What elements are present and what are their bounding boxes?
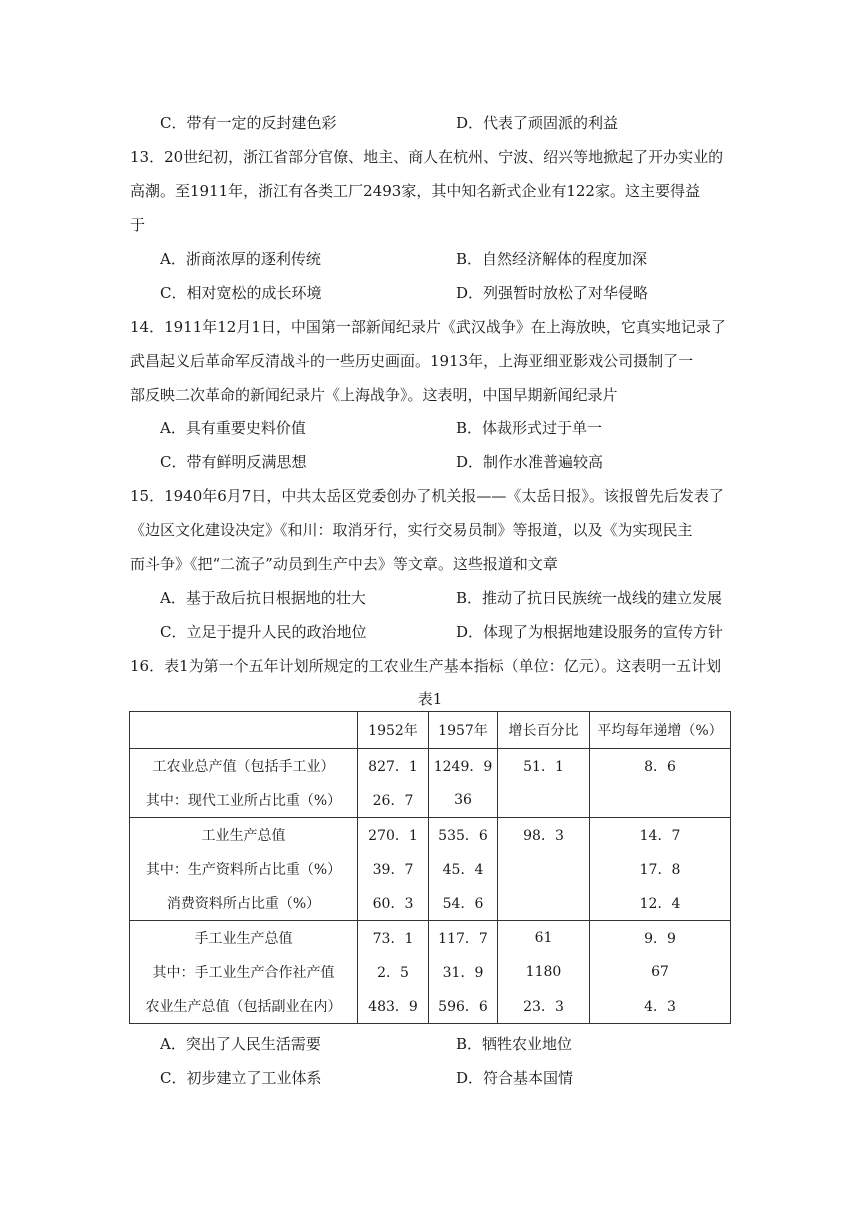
- q16-option-d: D．符合基本国情: [456, 1069, 574, 1087]
- table-cell: 98．3: [498, 818, 590, 853]
- row-label: 工业生产总值: [130, 818, 358, 853]
- table-cell: 31．9: [429, 955, 498, 989]
- row-label: 农业生产总值（包括副业在内）: [130, 989, 358, 1024]
- table-cell: [498, 852, 590, 886]
- table-cell: 4．3: [590, 989, 731, 1024]
- q16-option-a: A．突出了人民生活需要: [160, 1035, 321, 1053]
- q14-option-d: D．制作水准普遍较高: [456, 453, 604, 471]
- q12-option-c: C．带有一定的反封建色彩: [160, 114, 337, 132]
- q14-stem-line-2: 武昌起义后革命军反清战斗的一些历史画面。1913年，上海亚细亚影戏公司摄制了一: [130, 352, 694, 370]
- table-cell: [590, 783, 731, 818]
- table-cell: 39．7: [358, 852, 429, 886]
- q15-stem-line-1: 15．1940年6月7日，中共太岳区党委创办了机关报——《太岳日报》。该报曾先后发表了: [130, 487, 724, 505]
- row-label: 手工业生产总值: [130, 921, 358, 956]
- table-cell: 1249．9: [429, 749, 498, 784]
- table-cell: 535．6: [429, 818, 498, 853]
- table-row: [130, 852, 731, 886]
- header-cell: [130, 712, 358, 749]
- table-cell: 483．9: [358, 989, 429, 1024]
- q16-option-c: C．初步建立了工业体系: [160, 1069, 322, 1087]
- table-cell: 36: [429, 783, 498, 818]
- table-cell: 61: [498, 921, 590, 956]
- q13-stem-line-2: 高潮。至1911年，浙江有各类工厂2493家，其中知名新式企业有122家。这主要得益: [130, 182, 700, 200]
- table-cell: [498, 886, 590, 921]
- q13-option-c: C．相对宽松的成长环境: [160, 284, 322, 302]
- table-cell: 117．7: [429, 921, 498, 956]
- header-cell: 平均每年递增（%）: [590, 712, 731, 749]
- table-row: [130, 921, 731, 956]
- q15-stem-line-2: 《边区文化建设决定》《和川：取消牙行，实行交易员制》等报道，以及《为实现民主: [130, 521, 693, 539]
- header-cell: 1952年: [358, 712, 429, 749]
- q14-option-b: B．体裁形式过于单一: [456, 419, 603, 437]
- table-cell: 827．1: [358, 749, 429, 784]
- q13-option-b: B．自然经济解体的程度加深: [456, 250, 648, 268]
- q14-stem-line-1: 14．1911年12月1日，中国第一部新闻纪录片《武汉战争》在上海放映，它真实地记录了: [130, 318, 726, 336]
- q16-stem-line: 16．表1为第一个五年计划所规定的工农业生产基本指标（单位：亿元）。这表明一五计划: [130, 657, 722, 675]
- table-caption: 表1: [417, 690, 443, 708]
- table-cell: 26．7: [358, 783, 429, 818]
- table-cell: [498, 783, 590, 818]
- table-row: [130, 886, 731, 921]
- table-cell: 17．8: [590, 852, 731, 886]
- q15-option-c: C．立足于提升人民的政治地位: [160, 623, 367, 641]
- row-label: 其中：手工业生产合作社产值: [130, 955, 358, 989]
- row-label: 消费资料所占比重（%）: [130, 886, 358, 921]
- table-row: [130, 749, 731, 784]
- indicators-table: [129, 711, 731, 1024]
- q14-stem-line-3: 部反映二次革命的新闻纪录片《上海战争》。这表明，中国早期新闻纪录片: [130, 386, 618, 404]
- q15-option-b: B．推动了抗日民族统一战线的建立发展: [456, 589, 723, 607]
- table-cell: 23．3: [498, 989, 590, 1024]
- table-cell: 270．1: [358, 818, 429, 853]
- table-cell: 12．4: [590, 886, 731, 921]
- q13-stem-line-3: 于: [130, 216, 146, 234]
- table-cell: 51．1: [498, 749, 590, 784]
- header-cell: 1957年: [429, 712, 498, 749]
- q15-option-a: A．基于敌后抗日根据地的壮大: [160, 589, 366, 607]
- row-label: 其中：现代工业所占比重（%）: [130, 783, 358, 818]
- q15-option-d: D．体现了为根据地建设服务的宣传方针: [456, 623, 724, 641]
- table-cell: 45．4: [429, 852, 498, 886]
- table-header-row: [130, 712, 731, 749]
- table-cell: 596．6: [429, 989, 498, 1024]
- table-row: [130, 955, 731, 989]
- q14-option-c: C．带有鲜明反满思想: [160, 453, 307, 471]
- table-row: [130, 818, 731, 853]
- q14-option-a: A．具有重要史料价值: [160, 419, 306, 437]
- q12-option-d: D．代表了顽固派的利益: [456, 114, 619, 132]
- table-cell: 60．3: [358, 886, 429, 921]
- table-cell: 14．7: [590, 818, 731, 853]
- table-cell: 54．6: [429, 886, 498, 921]
- q13-option-d: D．列强暂时放松了对华侵略: [456, 284, 649, 302]
- table-row: [130, 989, 731, 1024]
- table-cell: 2．5: [358, 955, 429, 989]
- row-label: 工农业总产值（包括手工业）: [130, 749, 358, 784]
- q13-stem-line-1: 13．20世纪初，浙江省部分官僚、地主、商人在杭州、宁波、绍兴等地掀起了开办实业的: [130, 148, 724, 166]
- table-cell: 1180: [498, 955, 590, 989]
- q16-option-b: B．牺牲农业地位: [456, 1035, 573, 1053]
- table-cell: 67: [590, 955, 731, 989]
- row-label: 其中：生产资料所占比重（%）: [130, 852, 358, 886]
- header-cell: 增长百分比: [498, 712, 590, 749]
- table-cell: 9．9: [590, 921, 731, 956]
- table-row: [130, 783, 731, 818]
- table-cell: 73．1: [358, 921, 429, 956]
- table-cell: 8．6: [590, 749, 731, 784]
- q15-stem-line-3: 而斗争》《把“二流子”动员到生产中去》等文章。这些报道和文章: [130, 555, 558, 573]
- q13-option-a: A．浙商浓厚的逐利传统: [160, 250, 321, 268]
